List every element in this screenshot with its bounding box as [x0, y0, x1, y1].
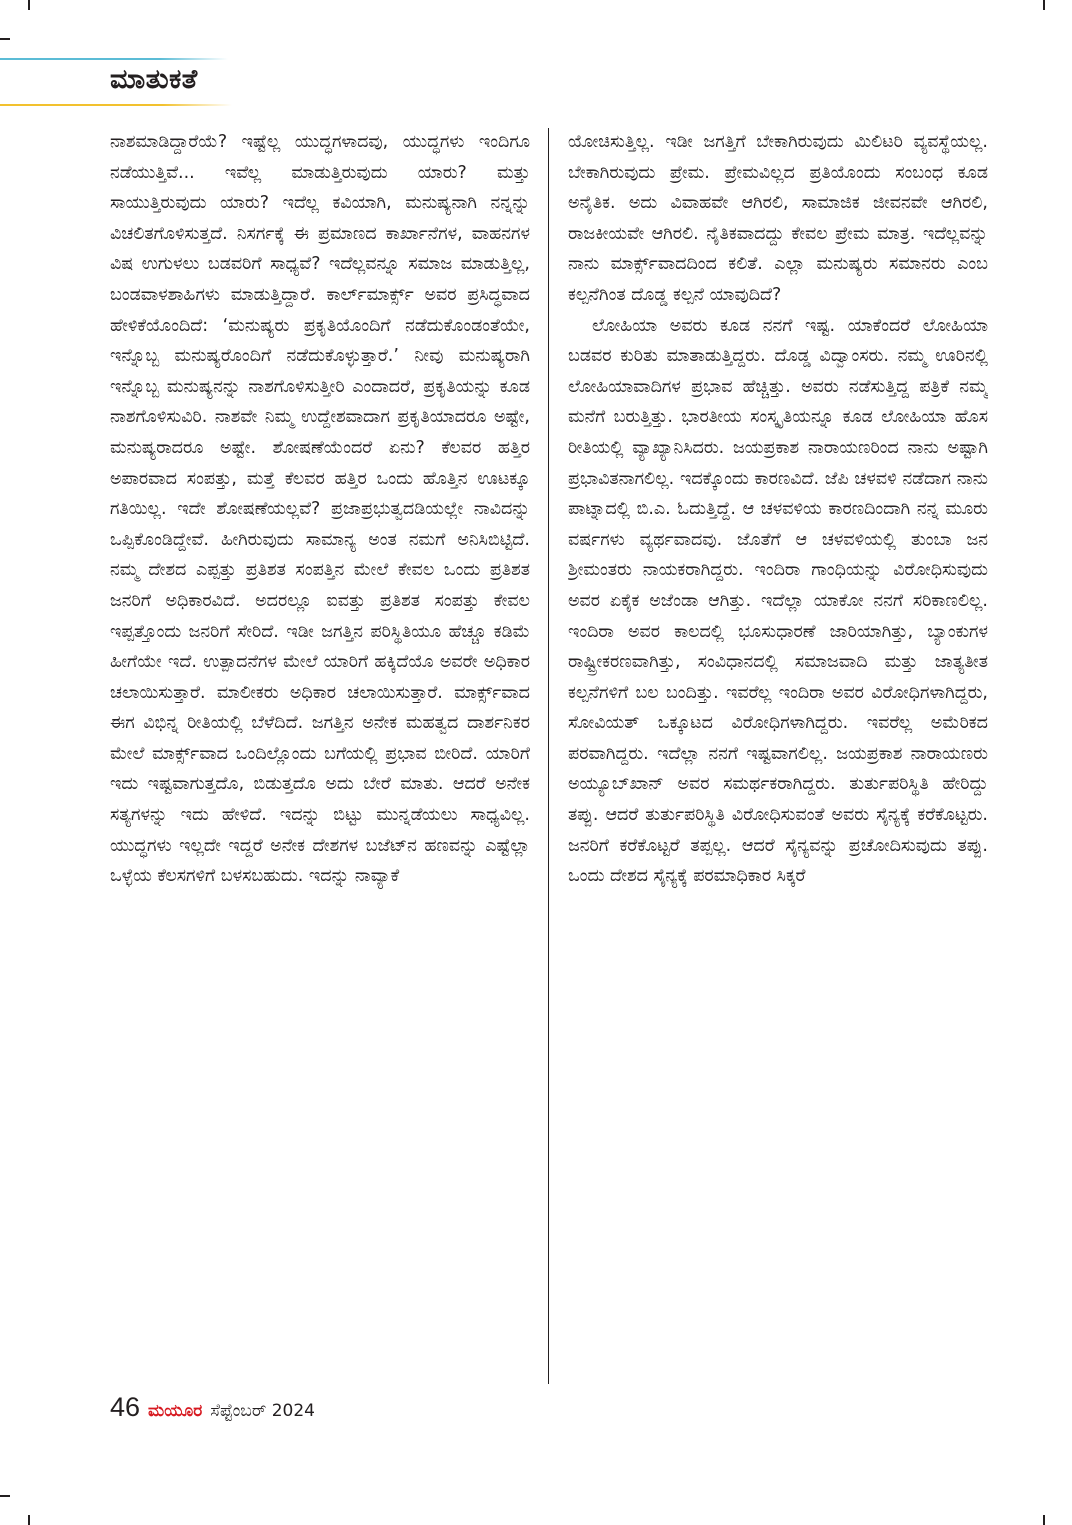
- article-column-left: [110, 127, 530, 1381]
- paragraph: ನಾಶಮಾಡಿದ್ದಾರೆಯೆ? ಇಷ್ಟೆಲ್ಲ ಯುದ್ಧಗಳಾದವು, ಯುದ್ಧಗಳು ಇಂದಿಗೂ ನಡೆಯುತ್ತಿವೆ... ಇವೆಲ್ಲ ಮಾಡುತ್ತಿರುವುದು ಯಾರು? ಮತ್ತು ಸಾಯುತ್ತಿರುವುದು ಯಾರು? ಇದೆಲ್ಲ ಕವಿಯಾಗಿ, ಮನುಷ್ಯನಾಗಿ ನನ್ನನ್ನು ವಿಚಲಿತಗೊಳಿಸುತ್ತದೆ. ನಿಸರ್ಗಕ್ಕೆ ಈ ಪ್ರಮಾಣದ ಕಾರ್ಖಾನೆಗಳ, ವಾಹನಗಳ ವಿಷ ಉಗುಳಲು ಬಡವರಿಗೆ ಸಾಧ್ಯವೆ? ಇದೆಲ್ಲವನ್ನೂ ಸಮಾಜ ಮಾಡುತ್ತಿಲ್ಲ, ಬಂಡವಾಳಶಾಹಿಗಳು ಮಾಡುತ್ತಿದ್ದಾರೆ. ಕಾರ್ಲ್‌ಮಾರ್ಕ್ಸ್ ಅವರ ಪ್ರಸಿದ್ಧವಾದ ಹೇಳಿಕೆಯೊಂದಿದೆ: ‘ಮನುಷ್ಯರು ಪ್ರಕೃತಿಯೊಂದಿಗೆ ನಡೆದುಕೊಂಡಂತೆಯೇ, ಇನ್ನೊಬ್ಬ ಮನುಷ್ಯರೊಂದಿಗೆ ನಡೆದುಕೊಳ್ಳುತ್ತಾರೆ.’ ನೀವು ಮನುಷ್ಯರಾಗಿ ಇನ್ನೊಬ್ಬ ಮನುಷ್ಯನನ್ನು ನಾಶಗೊಳಿಸುತ್ತೀರಿ ಎಂದಾದರೆ, ಪ್ರಕೃತಿಯನ್ನು ಕೂಡ ನಾಶಗೊಳಿಸುವಿರಿ. ನಾಶವೇ ನಿಮ್ಮ ಉದ್ದೇಶವಾದಾಗ ಪ್ರಕೃತಿಯಾದರೂ ಅಷ್ಟೇ, ಮನುಷ್ಯರಾದರೂ ಅಷ್ಟೇ. ಶೋಷಣೆಯೆಂದರೆ ಏನು? ಕೆಲವರ ಹತ್ತಿರ ಅಪಾರವಾದ ಸಂಪತ್ತು, ಮತ್ತೆ ಕೆಲವರ ಹತ್ತಿರ ಒಂದು ಹೊತ್ತಿನ ಊಟಕ್ಕೂ ಗತಿಯಿಲ್ಲ. ಇದೇ ಶೋಷಣೆಯಲ್ಲವೆ? ಪ್ರಜಾಪ್ರಭುತ್ವದಡಿಯಲ್ಲೇ ನಾವಿದನ್ನು ಒಪ್ಪಿಕೊಂಡಿದ್ದೇವೆ. ಹೀಗಿರುವುದು ಸಾಮಾನ್ಯ ಅಂತ ನಮಗೆ ಅನಿಸಿಬಿಟ್ಟಿದೆ. ನಮ್ಮ ದೇಶದ ಎಪ್ಪತ್ತು ಪ್ರತಿಶತ ಸಂಪತ್ತಿನ ಮೇಲೆ ಕೇವಲ ಒಂದು ಪ್ರತಿಶತ ಜನರಿಗೆ ಅಧಿಕಾರವಿದೆ. ಅದರಲ್ಲೂ ಐವತ್ತು ಪ್ರತಿಶತ ಸಂಪತ್ತು ಕೇವಲ ಇಪ್ಪತ್ತೊಂದು ಜನರಿಗೆ ಸೇರಿದೆ. ಇಡೀ ಜಗತ್ತಿನ ಪರಿಸ್ಥಿತಿಯೂ ಹೆಚ್ಚೂ ಕಡಿಮೆ ಹೀಗೆಯೇ ಇದೆ. ಉತ್ಪಾದನೆಗಳ ಮೇಲೆ ಯಾರಿಗೆ ಹಕ್ಕಿದೆಯೊ ಅವರೇ ಅಧಿಕಾರ ಚಲಾಯಿಸುತ್ತಾರೆ. ಮಾಲೀಕರು ಅಧಿಕಾರ ಚಲಾಯಿಸುತ್ತಾರೆ. ಮಾರ್ಕ್ಸ್‌ವಾದ ಈಗ ವಿಭಿನ್ನ ರೀತಿಯಲ್ಲಿ ಬೆಳೆದಿದೆ. ಜಗತ್ತಿನ ಅನೇಕ ಮಹತ್ವದ ದಾರ್ಶನಿಕರ ಮೇಲೆ ಮಾರ್ಕ್ಸ್‌ವಾದ ಒಂದಿಲ್ಲೊಂದು ಬಗೆಯಲ್ಲಿ ಪ್ರಭಾವ ಬೀರಿದೆ. ಯಾರಿಗೆ ಇದು ಇಷ್ಟವಾಗುತ್ತದೊ, ಬಿಡುತ್ತದೊ ಅದು ಬೇರೆ ಮಾತು. ಆದರೆ ಅನೇಕ ಸತ್ಯಗಳನ್ನು ಇದು ಹೇಳಿದೆ. ಇದನ್ನು ಬಿಟ್ಟು ಮುನ್ನಡೆಯಲು ಸಾಧ್ಯವಿಲ್ಲ. ಯುದ್ಧಗಳು ಇಲ್ಲದೇ ಇದ್ದರೆ ಅನೇಕ ದೇಶಗಳ ಬಜೆಟ್‌ನ ಹಣವನ್ನು ಎಷ್ಟೆಲ್ಲಾ ಒಳ್ಳೆಯ ಕೆಲಸಗಳಿಗೆ ಬಳಸಬಹುದು. ಇದನ್ನು ನಾವ್ಯಾಕೆ: [110, 132, 530, 887]
- paragraph: ಯೋಚಿಸುತ್ತಿಲ್ಲ. ಇಡೀ ಜಗತ್ತಿಗೆ ಬೇಕಾಗಿರುವುದು ಮಿಲಿಟರಿ ವ್ಯವಸ್ಥೆಯಲ್ಲ. ಬೇಕಾಗಿರುವುದು ಪ್ರೇಮ. ಪ್ರೇಮವಿಲ್ಲದ ಪ್ರತಿಯೊಂದು ಸಂಬಂಧ ಕೂಡ ಅನೈತಿಕ. ಅದು ವಿವಾಹವೇ ಆಗಿರಲಿ, ಸಾಮಾಜಿಕ ಜೀವನವೇ ಆಗಿರಲಿ, ರಾಜಕೀಯವೇ ಆಗಿರಲಿ. ನೈತಿಕವಾದದ್ದು ಕೇವಲ ಪ್ರೇಮ ಮಾತ್ರ. ಇದೆಲ್ಲವನ್ನು ನಾನು ಮಾರ್ಕ್ಸ್‌ವಾದದಿಂದ ಕಲಿತೆ. ಎಲ್ಲಾ ಮನುಷ್ಯರು ಸಮಾನರು ಎಂಬ ಕಲ್ಪನೆಗಿಂತ ದೊಡ್ಡ ಕಲ್ಪನೆ ಯಾವುದಿದೆ?: [568, 132, 988, 305]
- magazine-logo: ಮಯೂರ: [148, 1401, 203, 1421]
- crop-mark-bottom-right: [1043, 1515, 1045, 1525]
- crop-mark-left-bottom: [0, 1495, 10, 1497]
- crop-mark-bottom-left: [28, 1515, 30, 1525]
- header-rule-top: [0, 58, 228, 60]
- section-title: ಮಾತುಕತೆ: [110, 64, 198, 95]
- header-rule-bottom: [0, 104, 232, 106]
- crop-mark-left-top: [0, 38, 10, 40]
- issue-date: ಸೆಪ್ಟೆಂಬರ್ 2024: [210, 1401, 315, 1421]
- page-footer: [110, 1392, 315, 1432]
- paragraph: ಲೋಹಿಯಾ ಅವರು ಕೂಡ ನನಗೆ ಇಷ್ಟ. ಯಾಕೆಂದರೆ ಲೋಹಿಯಾ ಬಡವರ ಕುರಿತು ಮಾತಾಡುತ್ತಿದ್ದರು. ದೊಡ್ಡ ವಿದ್ವಾಂಸರು. ನಮ್ಮ ಊರಿನಲ್ಲಿ ಲೋಹಿಯಾವಾದಿಗಳ ಪ್ರಭಾವ ಹೆಚ್ಚಿತ್ತು. ಅವರು ನಡೆಸುತ್ತಿದ್ದ ಪತ್ರಿಕೆ ನಮ್ಮ ಮನೆಗೆ ಬರುತ್ತಿತ್ತು. ಭಾರತೀಯ ಸಂಸ್ಕೃತಿಯನ್ನೂ ಕೂಡ ಲೋಹಿಯಾ ಹೊಸ ರೀತಿಯಲ್ಲಿ ವ್ಯಾಖ್ಯಾನಿಸಿದರು. ಜಯಪ್ರಕಾಶ ನಾರಾಯಣರಿಂದ ನಾನು ಅಷ್ಟಾಗಿ ಪ್ರಭಾವಿತನಾಗಲಿಲ್ಲ. ಇದಕ್ಕೊಂದು ಕಾರಣವಿದೆ. ಜೆಪಿ ಚಳವಳಿ ನಡೆದಾಗ ನಾನು ಪಾಟ್ನಾದಲ್ಲಿ ಬಿ.ಎ. ಓದುತ್ತಿದ್ದೆ. ಆ ಚಳವಳಿಯ ಕಾರಣದಿಂದಾಗಿ ನನ್ನ ಮೂರು ವರ್ಷಗಳು ವ್ಯರ್ಥವಾದವು. ಜೊತೆಗೆ ಆ ಚಳವಳಿಯಲ್ಲಿ ತುಂಬಾ ಜನ ಶ್ರೀಮಂತರು ನಾಯಕರಾಗಿದ್ದರು. ಇಂದಿರಾ ಗಾಂಧಿಯನ್ನು ವಿರೋಧಿಸುವುದು ಅವರ ಏಕೈಕ ಅಜೆಂಡಾ ಆಗಿತ್ತು. ಇದೆಲ್ಲಾ ಯಾಕೋ ನನಗೆ ಸರಿಕಾಣಲಿಲ್ಲ. ಇಂದಿರಾ ಅವರ ಕಾಲದಲ್ಲಿ ಭೂಸುಧಾರಣೆ ಜಾರಿಯಾಗಿತ್ತು, ಬ್ಯಾಂಕುಗಳ ರಾಷ್ಟ್ರೀಕರಣವಾಗಿತ್ತು, ಸಂವಿಧಾನದಲ್ಲಿ ಸಮಾಜವಾದಿ ಮತ್ತು ಜಾತ್ಯತೀತ ಕಲ್ಪನೆಗಳಿಗೆ ಬಲ ಬಂದಿತ್ತು. ಇವರೆಲ್ಲ ಇಂದಿರಾ ಅವರ ವಿರೋಧಿಗಳಾಗಿದ್ದರು, ಸೋವಿಯತ್ ಒಕ್ಕೂಟದ ವಿರೋಧಿಗಳಾಗಿದ್ದರು. ಇವರೆಲ್ಲ ಅಮೆರಿಕದ ಪರವಾಗಿದ್ದರು. ಇದೆಲ್ಲಾ ನನಗೆ ಇಷ್ಟವಾಗಲಿಲ್ಲ. ಜಯಪ್ರಕಾಶ ನಾರಾಯಣರು ಅಯ್ಯೂಬ್‌ಖಾನ್ ಅವರ ಸಮರ್ಥಕರಾಗಿದ್ದರು. ತುರ್ತುಪರಿಸ್ಥಿತಿ ಹೇರಿದ್ದು ತಪ್ಪು. ಆದರೆ ತುರ್ತುಪರಿಸ್ಥಿತಿ ವಿರೋಧಿಸುವಂತೆ ಅವರು ಸೈನ್ಯಕ್ಕೆ ಕರೆಕೊಟ್ಟರು. ಜನರಿಗೆ ಕರೆಕೊಟ್ಟರೆ ತಪ್ಪಲ್ಲ. ಆದರೆ ಸೈನ್ಯವನ್ನು ಪ್ರಚೋದಿಸುವುದು ತಪ್ಪು. ಒಂದು ದೇಶದ ಸೈನ್ಯಕ್ಕೆ ಪರಮಾಧಿಕಾರ ಸಿಕ್ಕರೆ: [568, 315, 988, 887]
- crop-mark-top-left: [28, 0, 30, 10]
- article-column-right: [568, 127, 988, 1381]
- crop-mark-top-right: [1043, 0, 1045, 10]
- column-divider: [548, 128, 549, 1384]
- page-number: 46: [110, 1392, 141, 1422]
